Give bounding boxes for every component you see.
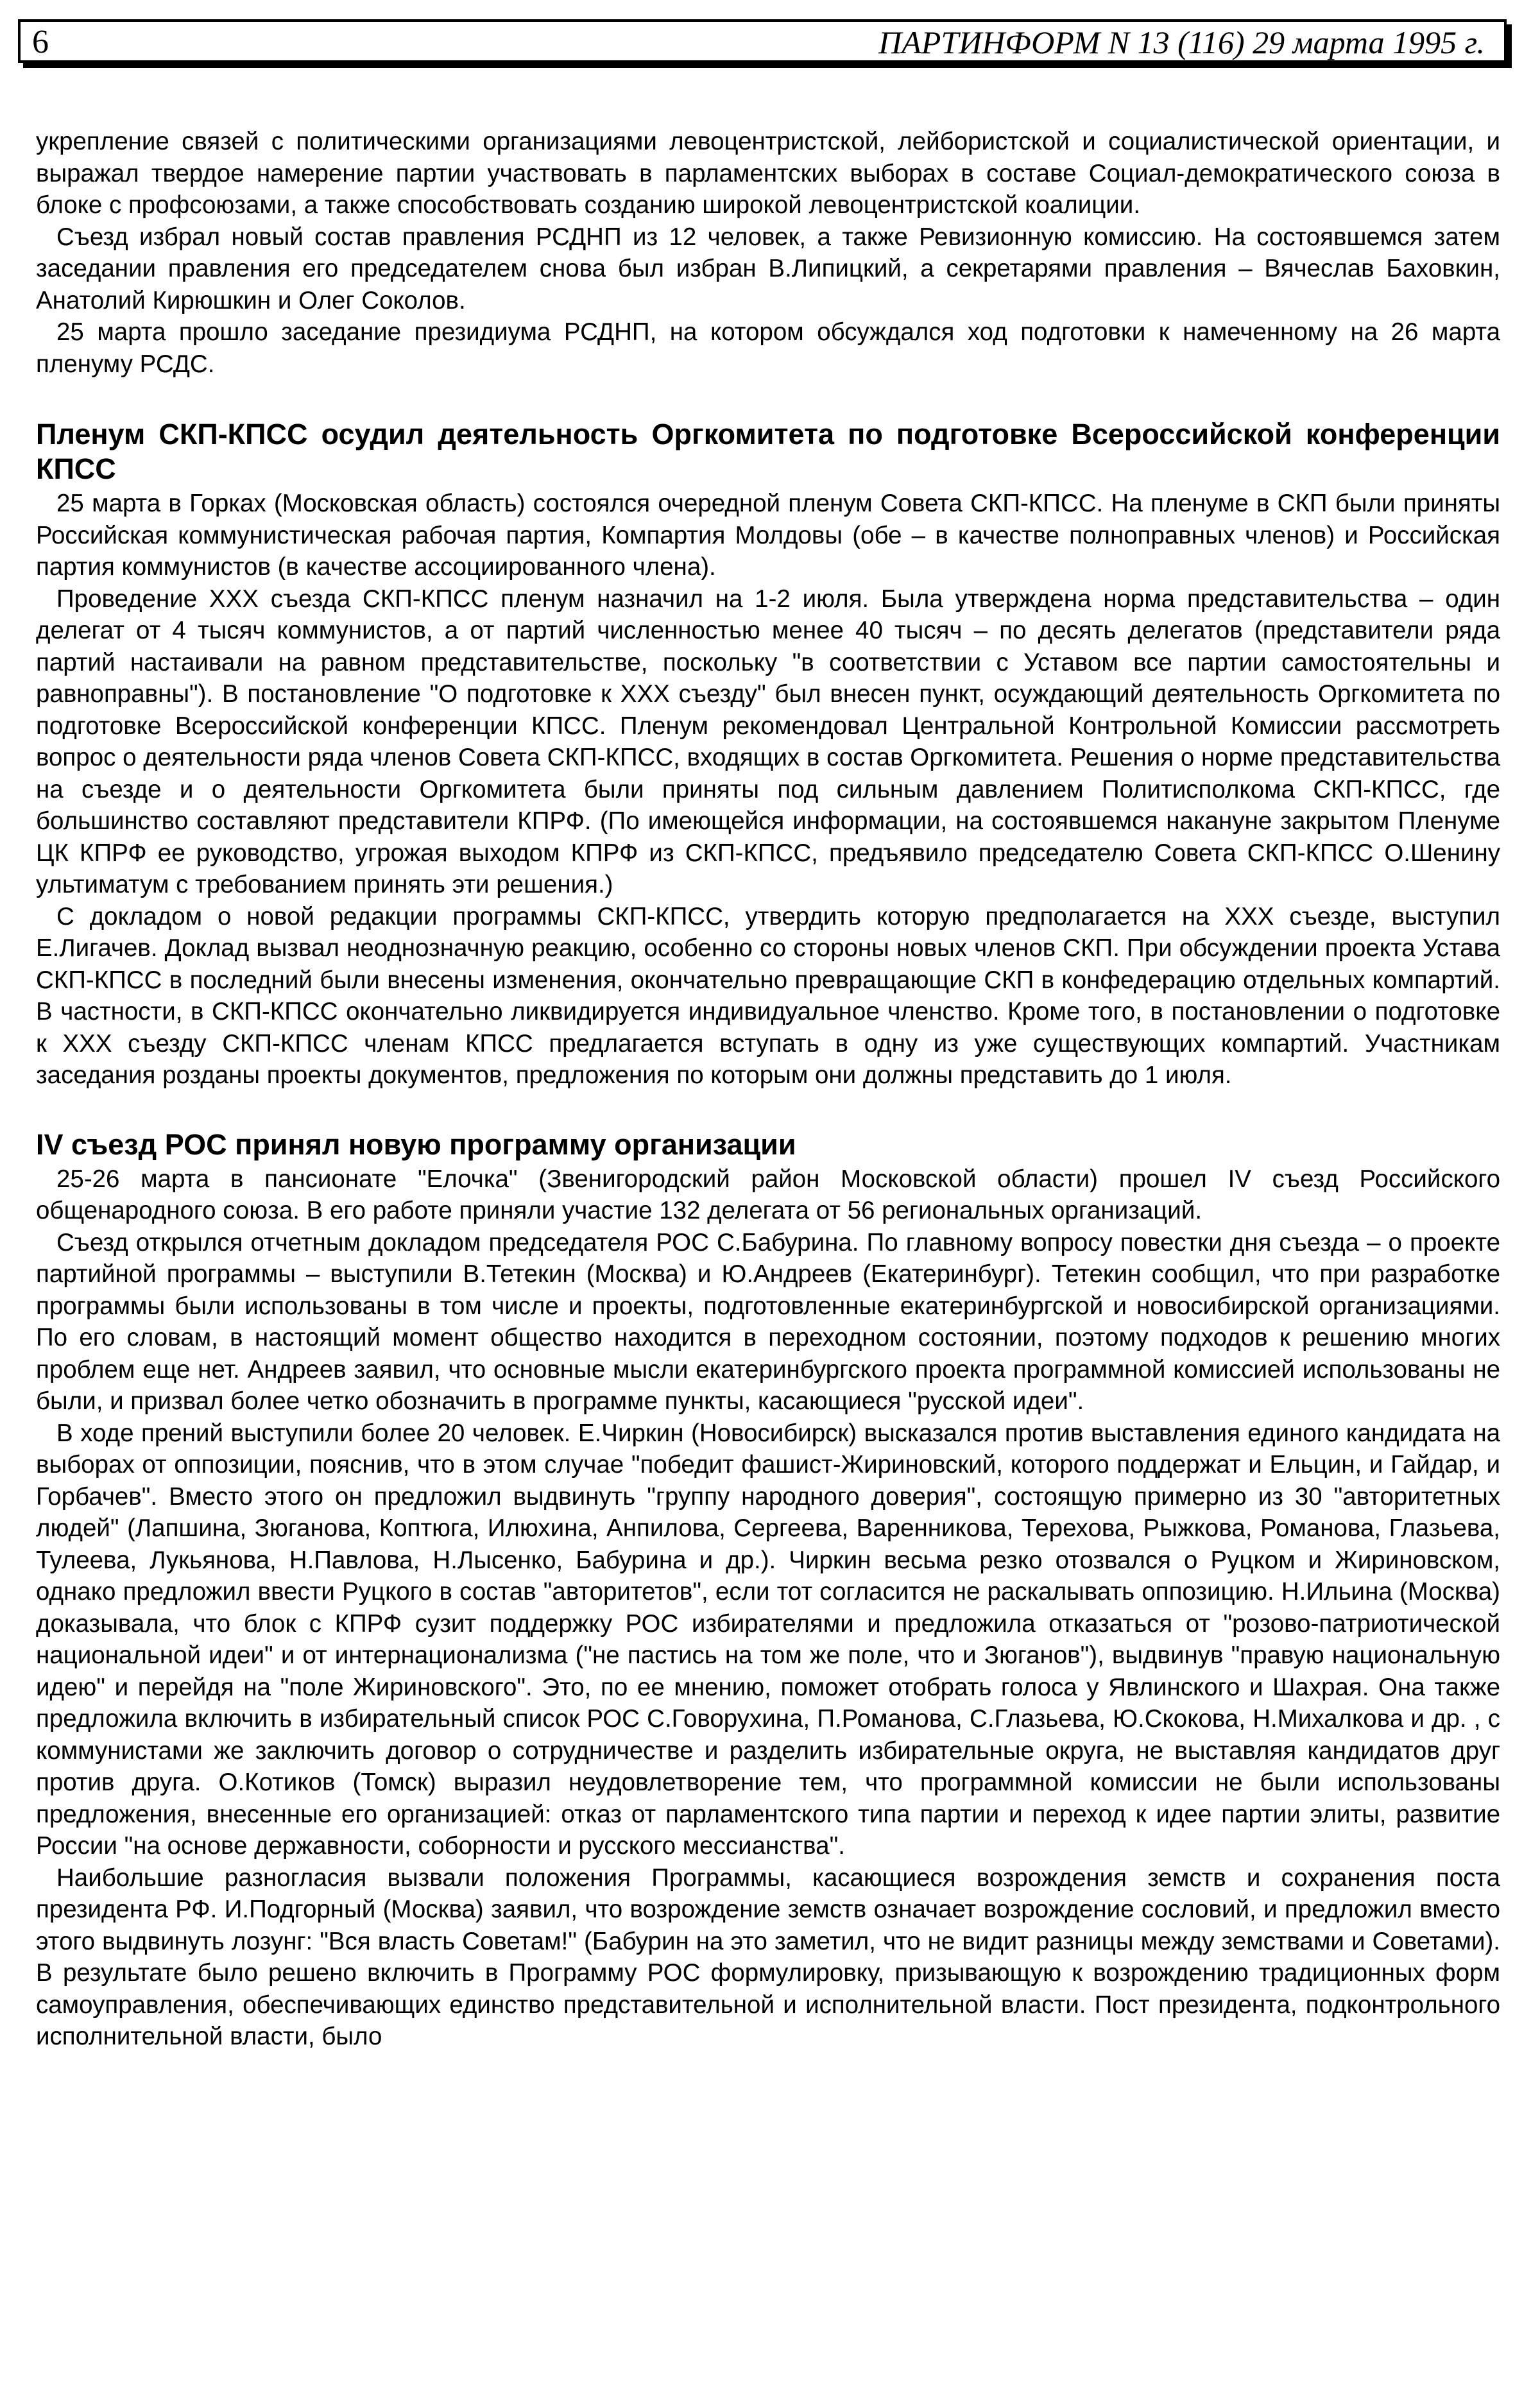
article-paragraph: Проведение XXX съезда СКП-КПСС пленум назначил на 1-2 июля. Была утверждена норма представительства – один делегат от 4 тысяч коммунистов, а от партий численностью менее 40 тысяч – по десять делегатов (представители ряда партий настаивали на равном представительстве, поскольку "в соответствии с Уставом все партии самостоятельны и равноправны"). В постановление "О подготовке к XXX съезду" был внесен пункт, осуждающий деятельность Оргкомитета по подготовке Всероссийской конференции КПСС. Пленум рекомендовал Центральной Контрольной Комиссии рассмотреть вопрос о деятельности ряда членов Совета СКП-КПСС, входящих в состав Оргкомитета. Решения о норме представительства на съезде и о деятельности Оргкомитета были приняты под сильным давлением Политисполкома СКП-КПСС, где большинство составляют представители КПРФ. (По имеющейся информации, на состоявшемся накануне закрытом Пленуме ЦК КПРФ ее руководство, угрожая выходом КПРФ из СКП-КПСС, предъявило председателю Совета СКП-КПСС О.Шенину ультиматум с требованием принять эти решения.) (36, 585, 1500, 898)
article-paragraph: Съезд открылся отчетным докладом председателя РОС С.Бабурина. По главному вопросу повестки дня съезда – о проекте партийной программы – выступили В.Тетекин (Москва) и Ю.Андреев (Екатеринбург). Тетекин сообщил, что при разработке программы были использованы в том числе и проекты, подготовленные екатеринбургской и новосибирской организациями. По его словам, в настоящий момент общество находится в переходном состоянии, поэтому подходов к решению многих проблем еще нет. Андреев заявил, что основные мысли екатеринбургского проекта программной комиссией использованы не были, и призвал более четко обозначить в программе пункты, касающиеся "русской идеи". (36, 1228, 1500, 1415)
page-header (18, 19, 1507, 63)
intro-paragraph: укрепление связей с политическими организациями левоцентристской, лейбористской и социалистической ориентации, и выражал твердое намерение партии участвовать в парламентских выборах в составе Социал-демократического союза в блоке с профсоюзами, а также способствовать созданию широкой левоцентристской коалиции. (36, 128, 1500, 219)
article-body (36, 126, 1500, 2053)
intro-paragraph: 25 марта прошло заседание президиума РСДНП, на котором обсуждался ход подготовки к намеченному на 26 марта пленуму РСДС. (36, 318, 1500, 378)
article-paragraph: 25 марта в Горках (Московская область) состоялся очередной пленум Совета СКП-КПСС. На пленуме в СКП были приняты Российская коммунистическая рабочая партия, Компартия Молдовы (обе – в качестве полноправных членов) и Российская партия коммунистов (в качестве ассоциированного члена). (36, 490, 1500, 581)
article-heading: IV съезд РОС принял новую программу организации (36, 1127, 796, 1161)
issue-title: ПАРТИНФОРМ N 13 (116) 29 марта 1995 г. (878, 24, 1485, 60)
article-paragraph: Наибольшие разногласия вызвали положения Программы, касающиеся возрождения земств и сохранения поста президента РФ. И.Подгорный (Москва) заявил, что возрождение земств означает возрождение сословий, и предложил вместо этого выдвинуть лозунг: "Вся власть Советам!" (Бабурин на это заметил, что не видит разницы между земствами и Советами). В результате было решено включить в Программу РОС формулировку, призывающую к возрождению традиционных форм самоуправления, обеспечивающих единство представительной и исполнительной власти. Пост президента, подконтрольного исполнительной власти, было (36, 1864, 1500, 2050)
article-paragraph: 25-26 марта в пансионате "Елочка" (Звенигородский район Московской области) прошел IV съезд Российского общенародного союза. В его работе приняли участие 132 делегата от 56 региональных организаций. (36, 1165, 1500, 1224)
page-number: 6 (32, 24, 49, 60)
article-heading: Пленум СКП-КПСС осудил деятельность Оргкомитета по подготовке Всероссийской конференции КПСС (36, 418, 1500, 485)
article-paragraph: С докладом о новой редакции программы СКП-КПСС, утвердить которую предполагается на XXX съезде, выступил Е.Лигачев. Доклад вызвал неоднозначную реакцию, особенно со стороны новых членов СКП. При обсуждении проекта Устава СКП-КПСС в последний были внесены изменения, окончательно превращающие СКП в конфедерацию отдельных компартий. В частности, в СКП-КПСС окончательно ликвидируется индивидуальное членство. Кроме того, в постановлении о подготовке к XXX съезду СКП-КПСС членам КПСС предлагается вступать в одну из уже существующих компартий. Участникам заседания розданы проекты документов, предложения по которым они должны представить до 1 июля. (36, 902, 1500, 1089)
article-paragraph: В ходе прений выступили более 20 человек. Е.Чиркин (Новосибирск) высказался против выставления единого кандидата на выборах от оппозиции, пояснив, что в этом случае "победит фашист-Жириновский, которого поддержат и Ельцин, и Гайдар, и Горбачев". Вместо этого он предложил выдвинуть "группу народного доверия", состоящую примерно из 30 "авторитетных людей" (Лапшина, Зюганова, Коптюга, Илюхина, Анпилова, Сергеева, Варенникова, Терехова, Рыжкова, Романова, Глазьева, Тулеева, Лукьянова, Н.Павлова, Н.Лысенко, Бабурина и др.). Чиркин весьма резко отозвался о Руцком и Жириновском, однако предложил ввести Руцкого в состав "авторитетов", если тот согласится не раскалывать оппозицию. Н.Ильина (Москва) доказывала, что блок с КПРФ сузит поддержку РОС избирателями и предложила отказаться от "розово-патриотической национальной идеи" и от интернационализма ("не пастись на том же поле, что и Зюганов"), выдвинув "правую национальную идею" и перейдя на "поле Жириновского". Это, по ее мнению, поможет отобрать голоса у Явлинского и Шахрая. Она также предложила включить в избирательный список РОС С.Говорухина, П.Романова, С.Глазьева, Ю.Скокова, Н.Михалкова и др. , с коммунистами же заключить договор о сотрудничестве и разделить избирательные округа, не выставляя кандидатов друг против друга. О.Котиков (Томск) выразил неудовлетворение тем, что программной комиссии не были использованы предложения, внесенные его организацией: отказ от парламентского типа партии и переход к идее партии элиты, развитие России "на основе державности, соборности и русского мессианства". (36, 1419, 1500, 1860)
intro-paragraph: Съезд избрал новый состав правления РСДНП из 12 человек, а также Ревизионную комиссию. На состоявшемся затем заседании правления его председателем снова был избран В.Липицкий, а секретарями правления – Вячеслав Баховкин, Анатолий Кирюшкин и Олег Соколов. (36, 223, 1500, 314)
